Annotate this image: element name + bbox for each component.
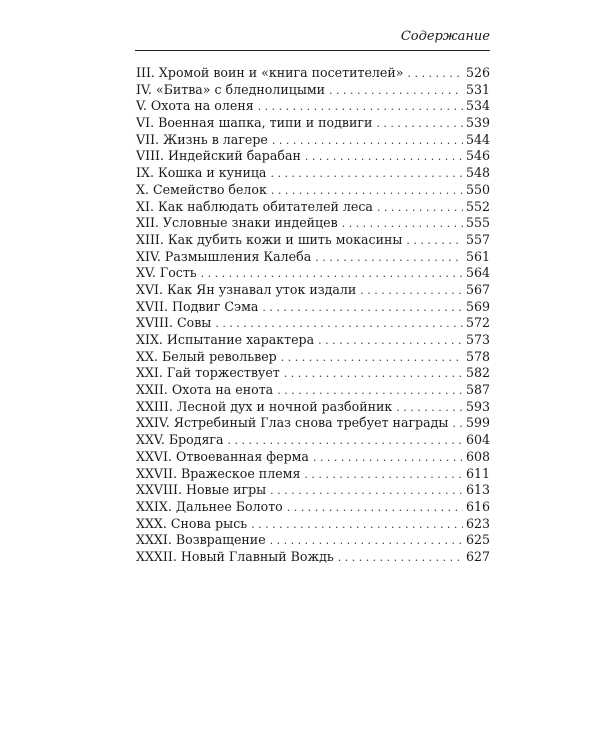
toc-entry[interactable] (136, 432, 490, 449)
leader-dots (270, 483, 463, 500)
toc-entry-title: III. Хромой воин и «книга посетителей» (136, 65, 404, 80)
toc-entry[interactable] (136, 265, 490, 282)
toc-entry-page: 627 (465, 548, 490, 564)
toc-entry-title: XXIX. Дальнее Болото (136, 498, 283, 514)
leader-dots (304, 467, 463, 484)
toc-entry-title: XX. Белый револьвер (136, 348, 277, 364)
toc-entry-page: 623 (465, 515, 490, 531)
toc-entry-page: 539 (465, 115, 490, 131)
toc-entry-title: XXVIII. Новые игры (136, 482, 267, 498)
toc-entry[interactable] (136, 415, 490, 432)
toc-entry-title: XXXI. Возвращение (136, 532, 266, 548)
leader-dots (305, 149, 463, 166)
leader-dots (258, 99, 463, 116)
toc-entry[interactable] (136, 332, 490, 349)
toc-entry[interactable] (136, 132, 490, 149)
leader-dots (338, 550, 463, 567)
toc-entry[interactable] (136, 482, 490, 499)
toc-entry-title: XIV. Размышления Калеба (136, 248, 312, 264)
toc-entry-page: 550 (465, 181, 490, 197)
header-rule (135, 50, 490, 51)
toc-entry-title: VII. Жизнь в лагере (136, 131, 268, 147)
toc-entry-page: 569 (465, 298, 490, 314)
toc-entry-title: XXIII. Лесной дух и ночной разбойник (136, 398, 393, 414)
toc-entry-title: XIII. Как дубить кожи и шить мокасины (136, 231, 403, 247)
toc-entry-title: XIX. Испытание характера (136, 332, 315, 347)
toc-entry[interactable] (136, 532, 490, 549)
toc-entry[interactable] (136, 82, 490, 99)
toc-entry-page: 587 (465, 382, 490, 398)
toc-entry[interactable] (136, 215, 490, 232)
leader-dots (201, 266, 463, 283)
toc-entry[interactable] (136, 249, 490, 266)
leader-dots (281, 350, 463, 367)
leader-dots (315, 250, 463, 267)
toc-entry[interactable] (136, 399, 490, 416)
toc-entry-page: 555 (465, 215, 490, 231)
leader-dots (215, 316, 463, 333)
leader-dots (262, 300, 463, 317)
toc-entry-page: 557 (465, 231, 490, 247)
toc-entry-page: 572 (465, 315, 490, 331)
toc-entry-page: 611 (465, 465, 490, 481)
toc-entry-title: VIII. Индейский барабан (136, 148, 301, 164)
leader-dots (406, 233, 463, 250)
toc-entry-page: 564 (465, 265, 490, 281)
toc-entry-page: 548 (465, 165, 490, 181)
toc-entry-title: XII. Условные знаки индейцев (136, 215, 338, 231)
leader-dots (407, 66, 462, 83)
toc-entry-page: 578 (465, 348, 490, 364)
toc-entry-page: 582 (465, 365, 490, 381)
toc-entry-title: VI. Военная шапка, типи и подвиги (136, 115, 373, 131)
running-header: Содержание (400, 29, 490, 44)
toc-entry-page: 552 (465, 198, 490, 214)
leader-dots (271, 183, 463, 200)
toc-entry-title: IV. «Битва» с бледнолицыми (136, 81, 326, 97)
leader-dots (272, 133, 463, 150)
leader-dots (284, 366, 463, 383)
toc-entry-page: 544 (465, 131, 490, 147)
toc-entry-title: XV. Гость (136, 265, 197, 281)
toc-entry-title: XI. Как наблюдать обитателей леса (136, 198, 373, 214)
toc-entry-page: 616 (465, 498, 490, 514)
toc-entry[interactable] (136, 466, 490, 483)
leader-dots (360, 283, 463, 300)
toc-entry[interactable] (136, 549, 490, 566)
toc-entry[interactable] (136, 299, 490, 316)
toc-entry[interactable] (136, 148, 490, 165)
toc-entry[interactable] (136, 315, 490, 332)
toc-entry-title: IX. Кошка и куница (136, 165, 267, 181)
toc-entry-title: XVI. Как Ян узнавал уток издали (136, 281, 357, 297)
toc-entry-title: XXVI. Отвоеванная ферма (136, 448, 309, 464)
leader-dots (376, 116, 463, 133)
table-of-contents (136, 65, 490, 566)
toc-entry-page: 573 (465, 332, 490, 347)
toc-entry-title: XXIV. Ястребиный Глаз снова требует награды (136, 415, 449, 431)
toc-entry-title: V. Охота на оленя (136, 98, 254, 114)
toc-entry-page: 593 (465, 398, 490, 414)
leader-dots (342, 216, 463, 233)
leader-dots (329, 83, 463, 100)
toc-entry-title: XVII. Подвиг Сэма (136, 298, 259, 314)
toc-entry[interactable] (136, 282, 490, 299)
leader-dots (228, 433, 463, 450)
toc-entry[interactable] (136, 115, 490, 132)
leader-dots (318, 333, 463, 350)
toc-entry-page: 546 (465, 148, 490, 164)
toc-entry-title: XXVII. Вражеское племя (136, 465, 301, 481)
toc-entry-title: XXV. Бродяга (136, 432, 224, 448)
leader-dots (396, 400, 463, 417)
toc-entry-page: 534 (465, 98, 490, 114)
leader-dots (270, 166, 463, 183)
leader-dots (251, 517, 463, 534)
toc-entry[interactable] (136, 165, 490, 182)
toc-entry[interactable] (136, 199, 490, 216)
toc-entry[interactable] (136, 449, 490, 466)
toc-entry[interactable] (136, 499, 490, 516)
toc-entry-title: XXII. Охота на енота (136, 382, 274, 398)
toc-entry-page: 625 (465, 532, 490, 548)
toc-entry-page: 561 (465, 248, 490, 264)
toc-entry-title: XXX. Снова рысь (136, 515, 248, 531)
leader-dots (313, 450, 463, 467)
toc-entry-page: 599 (465, 415, 490, 431)
leader-dots (287, 500, 463, 517)
toc-entry-page: 604 (465, 432, 490, 448)
toc-entry[interactable] (136, 182, 490, 199)
toc-entry[interactable] (136, 98, 490, 115)
toc-entry-page: 608 (465, 448, 490, 464)
toc-entry-title: XVIII. Совы (136, 315, 212, 331)
leader-dots (270, 533, 463, 550)
toc-entry[interactable] (136, 65, 490, 82)
toc-entry-title: XXI. Гай торжествует (136, 365, 280, 381)
toc-entry[interactable] (136, 365, 490, 382)
leader-dots (452, 416, 463, 433)
toc-entry[interactable] (136, 349, 490, 366)
toc-entry-page: 526 (465, 65, 490, 80)
toc-entry[interactable] (136, 232, 490, 249)
toc-entry-page: 613 (465, 482, 490, 498)
toc-entry-title: X. Семейство белок (136, 181, 267, 197)
toc-entry[interactable] (136, 382, 490, 399)
toc-entry-page: 531 (465, 81, 490, 97)
leader-dots (277, 383, 463, 400)
toc-entry[interactable] (136, 516, 490, 533)
leader-dots (377, 200, 463, 217)
toc-entry-title: XXXII. Новый Главный Вождь (136, 548, 334, 564)
toc-entry-page: 567 (465, 281, 490, 297)
